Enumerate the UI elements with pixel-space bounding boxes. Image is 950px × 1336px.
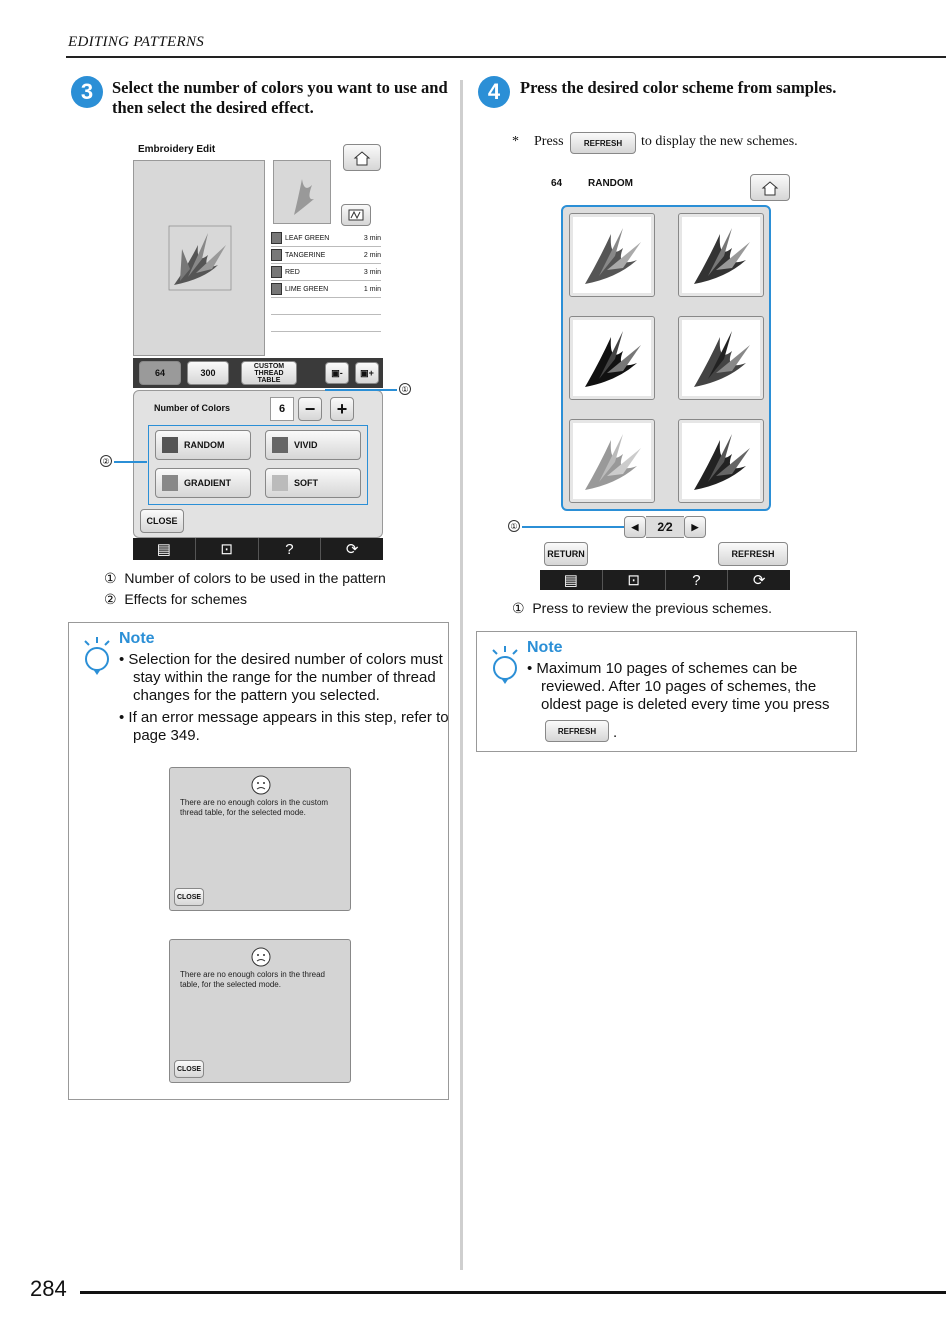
- scheme-sample[interactable]: [569, 316, 655, 400]
- refresh-button[interactable]: REFRESH: [545, 720, 609, 742]
- flower-scheme-icon: [577, 323, 647, 393]
- soft-effect-icon: [272, 475, 288, 491]
- page-icon[interactable]: ▤: [133, 538, 196, 560]
- thread-row: LEAF GREEN 3 min: [271, 230, 381, 247]
- settings-icon[interactable]: ⟳: [345, 541, 359, 558]
- scheme-sample[interactable]: [678, 419, 764, 503]
- soft-effect-button[interactable]: SOFT: [265, 468, 361, 498]
- thread-list: [271, 230, 381, 340]
- thread-row: TANGERINE 2 min: [271, 247, 381, 264]
- step-3-badge: 3: [71, 76, 103, 108]
- error-message-text: There are no enough colors in the custom thread table, for the selected mode.: [180, 798, 329, 817]
- column-divider: [460, 80, 463, 1270]
- previous-page-button[interactable]: ◀: [624, 516, 646, 538]
- note-box-step-3: [68, 622, 449, 1100]
- thumbnail-preview: [273, 160, 331, 224]
- thread-display-button[interactable]: [341, 204, 371, 226]
- color-minus-button[interactable]: ▣-: [325, 362, 349, 384]
- section-title: EDITING PATTERNS: [68, 34, 205, 50]
- close-button[interactable]: CLOSE: [174, 888, 204, 906]
- random-effect-button[interactable]: RANDOM: [155, 430, 251, 460]
- table-number: 64: [551, 178, 563, 189]
- home-button[interactable]: [343, 144, 381, 171]
- note-box-step-4: [476, 631, 857, 752]
- top-rule: [66, 56, 946, 58]
- bottom-rule: [80, 1291, 946, 1294]
- scheme-sample[interactable]: [678, 213, 764, 297]
- note-trailing: .: [613, 724, 618, 741]
- callout-2-line: [114, 461, 147, 463]
- callout-1: ①: [399, 383, 411, 395]
- thread-table-bar: [133, 358, 383, 388]
- color-scheme-screen: [540, 170, 792, 594]
- spool-icon: [271, 283, 282, 295]
- sad-face-icon: [250, 946, 272, 968]
- note-item: • Maximum 10 pages of schemes can be reviewed. After 10 pages of schemes, the oldest page is deleted every time you press: [527, 660, 830, 713]
- machine-icon[interactable]: ⊡: [603, 570, 666, 590]
- flower-scheme-icon: [577, 220, 647, 290]
- operation-bar: [540, 570, 790, 590]
- note-icon: [81, 635, 113, 677]
- scheme-sample[interactable]: [678, 316, 764, 400]
- step-4-instruction: Press the desired color scheme from samples.: [520, 78, 837, 97]
- spool-icon: [271, 249, 282, 261]
- num-colors-value: 6: [270, 397, 294, 421]
- hint-after: to display the new schemes.: [641, 134, 798, 149]
- close-button[interactable]: CLOSE: [140, 509, 184, 533]
- refresh-button[interactable]: REFRESH: [718, 542, 788, 566]
- help-icon[interactable]: ?: [259, 538, 322, 560]
- hint-star: *: [512, 134, 519, 149]
- settings-icon[interactable]: ⟳: [752, 572, 766, 589]
- hint-press: Press: [534, 134, 564, 149]
- error-message-screen: [169, 767, 351, 911]
- spool-icon: [271, 266, 282, 278]
- note-title: Note: [527, 639, 563, 656]
- close-button[interactable]: CLOSE: [174, 1060, 204, 1078]
- color-settings-panel: [133, 390, 383, 538]
- thread-row: [271, 315, 381, 332]
- random-effect-icon: [162, 437, 178, 453]
- home-button[interactable]: [750, 174, 790, 201]
- table-300-button[interactable]: 300: [187, 361, 229, 385]
- thread-icon: [348, 209, 364, 221]
- note-title: Note: [119, 630, 155, 647]
- callout-1: ①: [508, 520, 520, 532]
- color-plus-button[interactable]: ▣+: [355, 362, 379, 384]
- flower-scheme-icon: [577, 426, 647, 496]
- note-item: • Selection for the desired number of colors must stay within the range for the number of thread changes for the pattern you selected.: [119, 651, 443, 704]
- vivid-effect-button[interactable]: VIVID: [265, 430, 361, 460]
- legend-item-1: ① Number of colors to be used in the pattern: [104, 570, 386, 586]
- thread-row: LIME GREEN 1 min: [271, 281, 381, 298]
- note-icon: [489, 644, 521, 686]
- thread-row: [271, 298, 381, 315]
- flower-scheme-icon: [686, 220, 756, 290]
- page-indicator: 2⁄2: [646, 516, 684, 538]
- num-colors-plus-button[interactable]: +: [330, 397, 354, 421]
- custom-thread-table-button[interactable]: CUSTOM THREAD TABLE: [241, 361, 297, 385]
- error-message-text: There are no enough colors in the thread table, for the selected mode.: [180, 970, 325, 989]
- scheme-sample[interactable]: [569, 213, 655, 297]
- sad-face-icon: [250, 774, 272, 796]
- flower-pattern-icon: [168, 225, 232, 291]
- vivid-effect-icon: [272, 437, 288, 453]
- step-3-instruction: Select the number of colors you want to use and then select the desired effect.: [112, 78, 448, 117]
- flower-scheme-icon: [686, 426, 756, 496]
- screen-title: Embroidery Edit: [138, 144, 216, 155]
- table-64-button[interactable]: 64: [139, 361, 181, 385]
- gradient-effect-icon: [162, 475, 178, 491]
- next-page-button[interactable]: ▶: [684, 516, 706, 538]
- flower-scheme-icon: [686, 323, 756, 393]
- legend-item-1: ① Press to review the previous schemes.: [512, 600, 772, 616]
- spool-icon: [271, 232, 282, 244]
- effects-group: [148, 425, 368, 505]
- scheme-mode: RANDOM: [588, 178, 633, 189]
- scheme-sample[interactable]: [569, 419, 655, 503]
- home-icon: [353, 150, 371, 166]
- refresh-button[interactable]: REFRESH: [570, 132, 636, 154]
- note-item: • If an error message appears in this step, refer to page 349.: [119, 709, 449, 744]
- scheme-grid: [561, 205, 771, 511]
- num-colors-minus-button[interactable]: −: [298, 397, 322, 421]
- home-icon: [761, 180, 779, 196]
- page-number: 284: [30, 1276, 67, 1301]
- num-colors-label: Number of Colors: [154, 403, 231, 413]
- error-message-screen: [169, 939, 351, 1083]
- machine-icon[interactable]: ⊡: [196, 538, 259, 560]
- gradient-effect-button[interactable]: GRADIENT: [155, 468, 251, 498]
- step-4-badge: 4: [478, 76, 510, 108]
- small-flower-icon: [288, 169, 318, 217]
- operation-bar: [133, 538, 383, 560]
- page-icon[interactable]: ▤: [540, 570, 603, 590]
- callout-2: ②: [100, 455, 112, 467]
- callout-1-line: [325, 389, 397, 391]
- callout-1-line: [522, 526, 624, 528]
- help-icon[interactable]: ?: [666, 570, 729, 590]
- return-button[interactable]: RETURN: [544, 542, 588, 566]
- thread-row: RED 3 min: [271, 264, 381, 281]
- legend-item-2: ② Effects for schemes: [104, 591, 248, 607]
- embroidery-edit-screen: [133, 140, 383, 562]
- pattern-preview-area[interactable]: [133, 160, 265, 356]
